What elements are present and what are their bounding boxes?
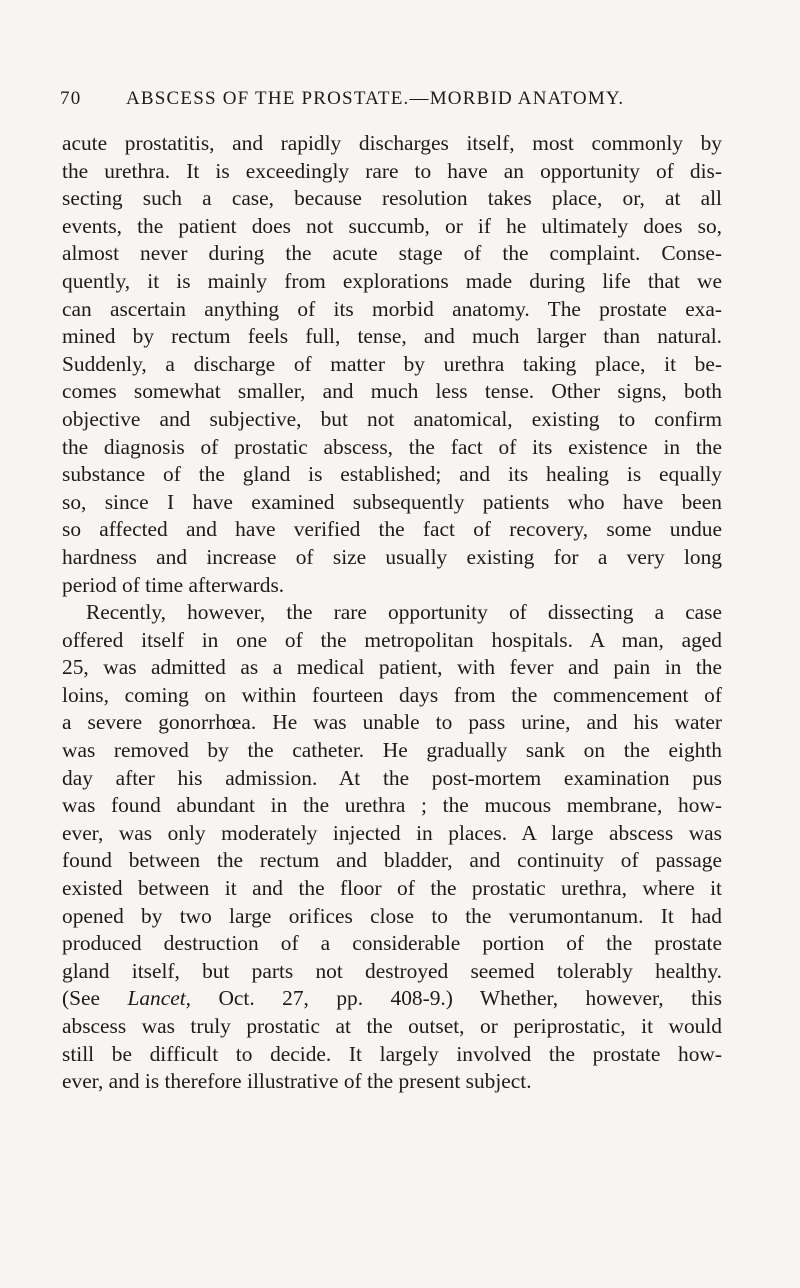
text-line: ever, was only moderately injected in places. A large abscess was bbox=[62, 820, 722, 845]
text-line: opened by two large orifices close to the verumontanum. It had bbox=[62, 903, 722, 928]
journal-title: Lancet, bbox=[127, 986, 192, 1011]
body-text bbox=[62, 130, 722, 1096]
text-line: substance of the gland is established; and its healing is equally bbox=[62, 462, 722, 487]
text-line: secting such a case, because resolution takes place, or, at all bbox=[62, 186, 722, 211]
text-line: so, since I have examined subsequently patients who have been bbox=[62, 489, 722, 514]
text-line: the urethra. It is exceedingly rare to have an opportunity of dis- bbox=[62, 158, 722, 183]
text-line: acute prostatitis, and rapidly discharges itself, most commonly by bbox=[62, 131, 722, 155]
citation-line bbox=[62, 985, 722, 1013]
paragraph-end-line: period of time afterwards. bbox=[62, 572, 285, 597]
citation-prefix: (See bbox=[62, 986, 128, 1011]
text-line: still be difficult to decide. It largely involved the prostate how- bbox=[62, 1041, 722, 1066]
page-header bbox=[60, 88, 720, 118]
text-line: a severe gonorrhœa. He was unable to pass urine, and his water bbox=[62, 710, 722, 735]
text-line: quently, it is mainly from explorations made during life that we bbox=[62, 268, 722, 293]
text-line: 25, was admitted as a medical patient, with fever and pain in the bbox=[62, 655, 722, 680]
text-line: can ascertain anything of its morbid anatomy. The prostate exa- bbox=[62, 296, 722, 321]
citation-suffix: Oct. 27, pp. 408-9.) Whether, however, this bbox=[191, 986, 722, 1011]
page-number: 70 bbox=[60, 88, 82, 109]
paragraph-start-line: Recently, however, the rare opportunity of dissecting a case bbox=[86, 600, 722, 625]
running-title: ABSCESS OF THE PROSTATE.—MORBID ANATOMY. bbox=[126, 88, 625, 109]
text-line: offered itself in one of the metropolitan hospitals. A man, aged bbox=[62, 627, 722, 652]
text-line: found between the rectum and bladder, and continuity of passage bbox=[62, 848, 722, 873]
text-line: was removed by the catheter. He gradually sank on the eighth bbox=[62, 738, 722, 763]
text-line: the diagnosis of prostatic abscess, the fact of its existence in the bbox=[62, 434, 722, 459]
text-line: was found abundant in the urethra ; the mucous membrane, how- bbox=[62, 793, 722, 818]
text-line: abscess was truly prostatic at the outset, or periprostatic, it would bbox=[62, 1014, 722, 1038]
text-line: loins, coming on within fourteen days from the commencement of bbox=[62, 682, 722, 707]
text-line: so affected and have verified the fact of recovery, some undue bbox=[62, 517, 722, 542]
paragraph-end-line: ever, and is therefore illustrative of the present subject. bbox=[62, 1069, 532, 1094]
text-line: gland itself, but parts not destroyed seemed tolerably healthy. bbox=[62, 958, 722, 983]
text-line: mined by rectum feels full, tense, and much larger than natural. bbox=[62, 324, 722, 349]
text-line: hardness and increase of size usually existing for a very long bbox=[62, 544, 722, 569]
text-line: day after his admission. At the post-mortem examination pus bbox=[62, 765, 722, 790]
text-line: comes somewhat smaller, and much less tense. Other signs, both bbox=[62, 379, 722, 404]
text-line: objective and subjective, but not anatomical, existing to confirm bbox=[62, 406, 722, 431]
text-line: produced destruction of a considerable portion of the prostate bbox=[62, 931, 722, 956]
text-line: Suddenly, a discharge of matter by urethra taking place, it be- bbox=[62, 351, 722, 376]
text-line: events, the patient does not succumb, or if he ultimately does so, bbox=[62, 213, 722, 238]
text-line: almost never during the acute stage of the complaint. Conse- bbox=[62, 241, 722, 266]
text-line: existed between it and the floor of the prostatic urethra, where it bbox=[62, 876, 722, 901]
